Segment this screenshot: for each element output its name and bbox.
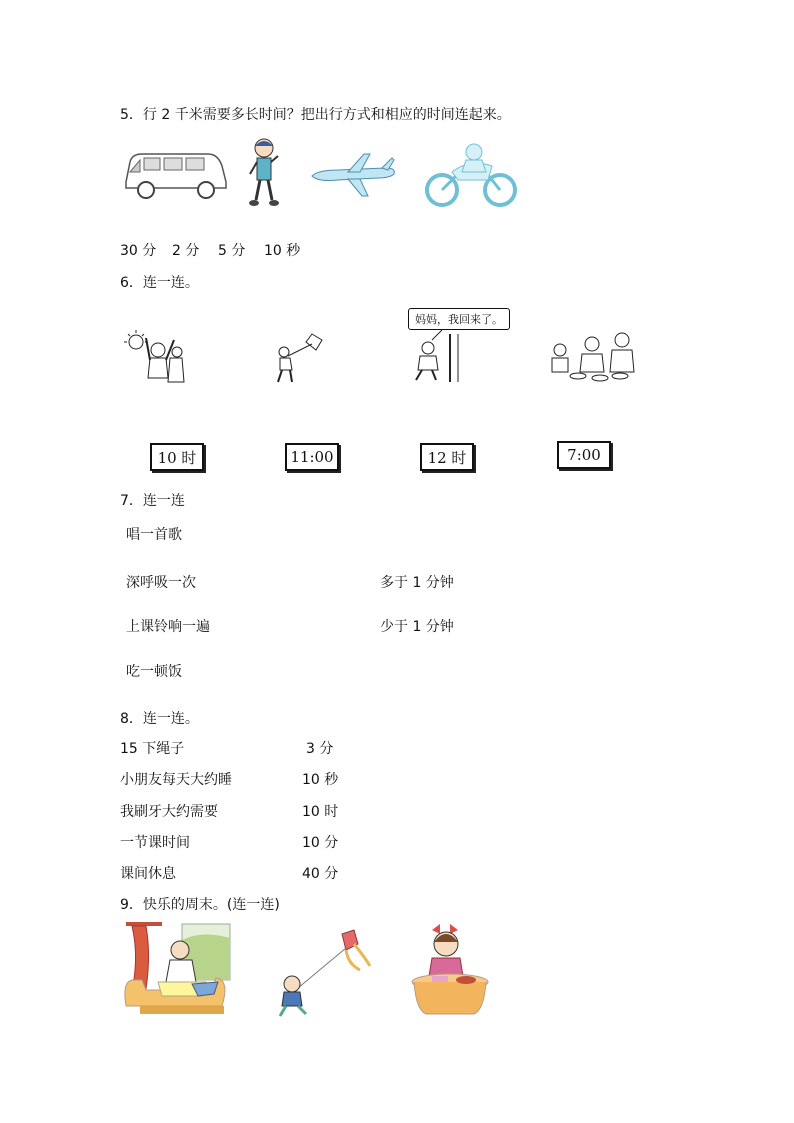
q7-left-item: 吃一顿饭 [126,664,182,680]
coming-home-image [406,328,466,382]
q5-time-option: 10 秒 [264,243,301,259]
boy-flying-kite-image [272,928,376,1020]
time-box: 10 时 [150,443,204,471]
time-box: 11:00 [285,443,339,471]
q7-right-item: 少于 1 分钟 [380,619,454,635]
airplane-image [308,150,398,200]
time-box: 7:00 [557,441,611,469]
q7-title: 7．连一连 [120,493,185,509]
q5-time-option: 2 分 [172,243,200,259]
speech-bubble: 妈妈，我回来了。 [408,308,510,330]
q8-right-item: 10 时 [302,804,339,820]
q5-title: 5．行 2 千米需要多长时间？把出行方式和相应的时间连起来。 [120,107,511,123]
q7-left-item: 深呼吸一次 [126,575,196,591]
q8-left-item: 课间休息 [120,866,176,882]
van-image [122,148,228,200]
q7-left-item: 上课铃响一遍 [126,619,210,635]
q8-left-item: 小朋友每天大约睡 [120,772,232,788]
q8-left-item: 15 下绳子 [120,741,185,757]
q8-title: 8．连一连。 [120,711,199,727]
girl-eating-image [410,920,490,1018]
boy-reading-on-sofa-image [122,920,234,1018]
q9-title: 9．快乐的周末。(连一连) [120,897,280,913]
time-box: 12 时 [420,443,474,471]
morning-exercise-image [124,328,188,386]
q8-left-item: 一节课时间 [120,835,190,851]
q8-right-item: 3 分 [306,741,334,757]
q7-right-item: 多于 1 分钟 [380,575,454,591]
q8-right-item: 40 分 [302,866,339,882]
q6-title: 6．连一连。 [120,275,199,291]
q8-right-item: 10 分 [302,835,339,851]
q8-right-item: 10 秒 [302,772,339,788]
family-dinner-image [548,328,638,384]
walking-boy-image [244,136,284,214]
q5-time-option: 30 分 [120,243,157,259]
q7-left-item: 唱一首歌 [126,527,182,543]
q5-time-option: 5 分 [218,243,246,259]
kite-boy-image [272,328,326,386]
motorcycle-image [422,140,520,210]
q8-left-item: 我刷牙大约需要 [120,804,218,820]
